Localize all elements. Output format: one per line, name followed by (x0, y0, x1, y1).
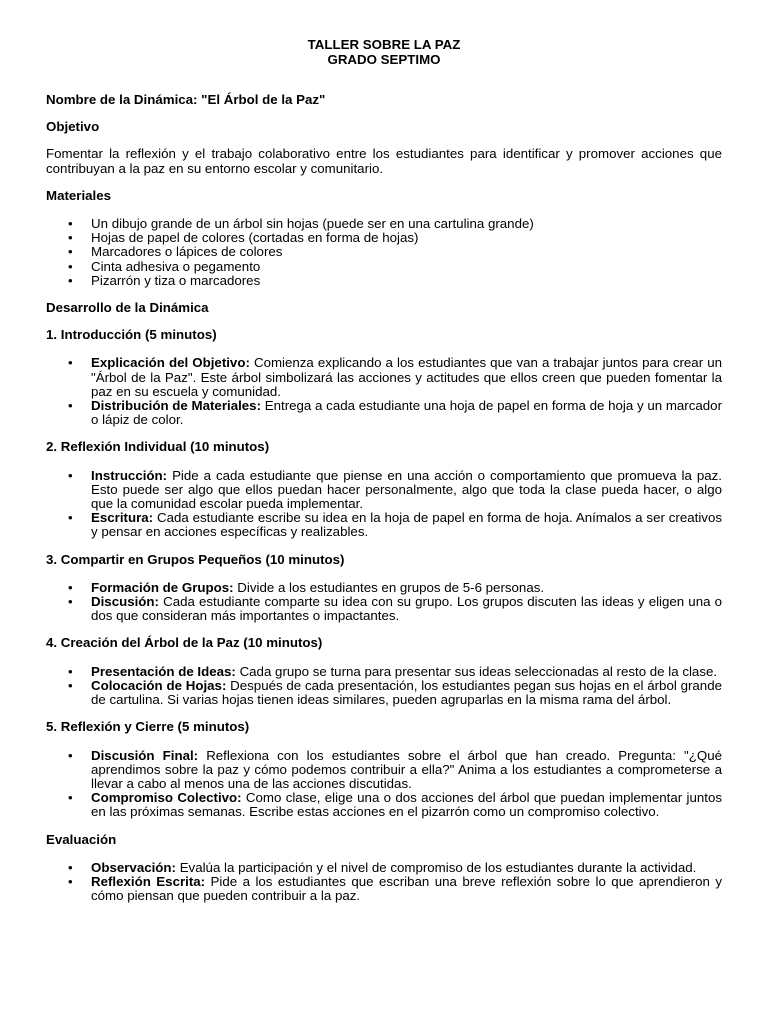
list-item: • Un dibujo grande de un árbol sin hojas (puede ser en una cartulina grande) (91, 217, 722, 231)
evaluacion-list (46, 861, 722, 904)
item-text: Cada estudiante escribe su idea en la hoja de papel en forma de hoja. Anímalos a ser creativos y pensar en acciones específicas y realizables. (91, 510, 722, 540)
objetivo-heading: Objetivo (46, 119, 100, 135)
list-item: • Marcadores o lápices de colores (91, 245, 722, 259)
document-title-block (46, 38, 722, 67)
list-item (91, 511, 722, 539)
list-item (91, 399, 722, 427)
section-heading: 3. Compartir en Grupos Pequeños (10 minutos) (46, 551, 345, 567)
section-list (46, 356, 722, 427)
item-label: Discusión Final: (91, 747, 199, 763)
item-label: Discusión: (91, 594, 159, 610)
item-label: Colocación de Hojas: (91, 677, 227, 693)
section-list (46, 749, 722, 820)
item-label: Distribución de Materiales: (91, 398, 262, 414)
item-label: Escritura: (91, 510, 154, 526)
item-text: Como clase, elige una o dos acciones del árbol que puedan implementar juntos en las próximas semanas. Escribe estas acciones en el pizarrón como un compromiso colectivo. (91, 790, 722, 820)
section-list (46, 581, 722, 624)
item-text: Cada grupo se turna para presentar sus ideas seleccionadas al resto de la clase. (239, 663, 718, 679)
item-label: Formación de Grupos: (91, 579, 234, 595)
objetivo-text: Fomentar la reflexión y el trabajo colaborativo entre los estudiantes para identificar y promover acciones que contribuyan a la paz en su entorno escolar y comunitario. (46, 146, 722, 176)
section-list (46, 469, 722, 540)
list-item: • Hojas de papel de colores (cortadas en forma de hojas) (91, 231, 722, 245)
section-list (46, 665, 722, 708)
item-text: Después de cada presentación, los estudiantes pegan sus hojas en el árbol grande de cartulina. Si varias hojas tienen ideas similares, pueden agruparlas en la misma rama del árbol. (91, 677, 722, 708)
section-heading: 5. Reflexión y Cierre (5 minutos) (46, 719, 250, 735)
item-text: Divide a los estudiantes en grupos de 5-6 personas. (237, 579, 545, 595)
materiales-list (46, 217, 722, 288)
item-text: Entrega a cada estudiante una hoja de papel en forma de hoja y un marcador o lápiz de color. (91, 398, 723, 428)
evaluacion-heading: Evaluación (46, 831, 117, 847)
document-title: TALLER SOBRE LA PAZ (307, 37, 461, 52)
item-text: Reflexiona con los estudiantes sobre el árbol que han creado. Pregunta: "¿Qué aprendimos sobre la paz y cómo podemos contribuir a ella?" Anima a los estudiantes a comprometerse a llevar a cabo al menos una de las acciones discutidas. (91, 747, 722, 791)
item-label: Presentación de Ideas: (91, 663, 236, 679)
item-label: Observación: (91, 859, 176, 875)
item-label: Reflexión Escrita: (91, 873, 206, 889)
materiales-heading: Materiales (46, 187, 112, 203)
desarrollo-heading: Desarrollo de la Dinámica (46, 300, 209, 316)
list-item (91, 469, 722, 512)
item-label: Explicación del Objetivo: (91, 355, 250, 371)
list-item: • Cinta adhesiva o pegamento (91, 260, 722, 274)
list-item (91, 665, 722, 679)
list-item (91, 861, 722, 875)
list-item (91, 595, 722, 623)
item-text: Comienza explicando a los estudiantes que van a trabajar juntos para crear un "Árbol de la Paz". Este árbol simbolizará las acciones y actitudes que ellos creen que pueden fomentar la paz en su escuela y comunidad. (91, 355, 722, 399)
item-text: Cada estudiante comparte su idea con su grupo. Los grupos discuten las ideas y eligen una o dos que consideran más importantes o impactantes. (91, 594, 722, 624)
list-item: • Pizarrón y tiza o marcadores (91, 274, 722, 288)
item-text: Evalúa la participación y el nivel de compromiso de los estudiantes durante la actividad. (179, 859, 697, 875)
list-item (91, 875, 722, 903)
dinamica-name-heading: Nombre de la Dinámica: "El Árbol de la Paz" (46, 92, 326, 107)
item-text: Pide a cada estudiante que piense en una acción o comportamiento que promueva la paz. Esto puede ser algo que ellos puedan hacer personalmente, algo que toda la clase pueda hacer, o algo que la comunidad escolar pueda implementar. (91, 467, 722, 512)
list-item (91, 749, 722, 792)
section-heading: 2. Reflexión Individual (10 minutos) (46, 439, 270, 455)
item-label: Compromiso Colectivo: (91, 790, 242, 806)
item-text: Pide a los estudiantes que escriban una breve reflexión sobre lo que aprendieron y cómo piensan que pueden contribuir a la paz. (91, 873, 723, 904)
document-subtitle: GRADO SEPTIMO (327, 51, 441, 67)
item-label: Instrucción: (91, 467, 168, 483)
section-heading: 4. Creación del Árbol de la Paz (10 minutos) (46, 635, 323, 651)
list-item (91, 791, 722, 819)
list-item (91, 679, 722, 707)
list-item (91, 356, 722, 399)
list-item (91, 581, 722, 595)
section-heading: 1. Introducción (5 minutos) (46, 327, 217, 343)
